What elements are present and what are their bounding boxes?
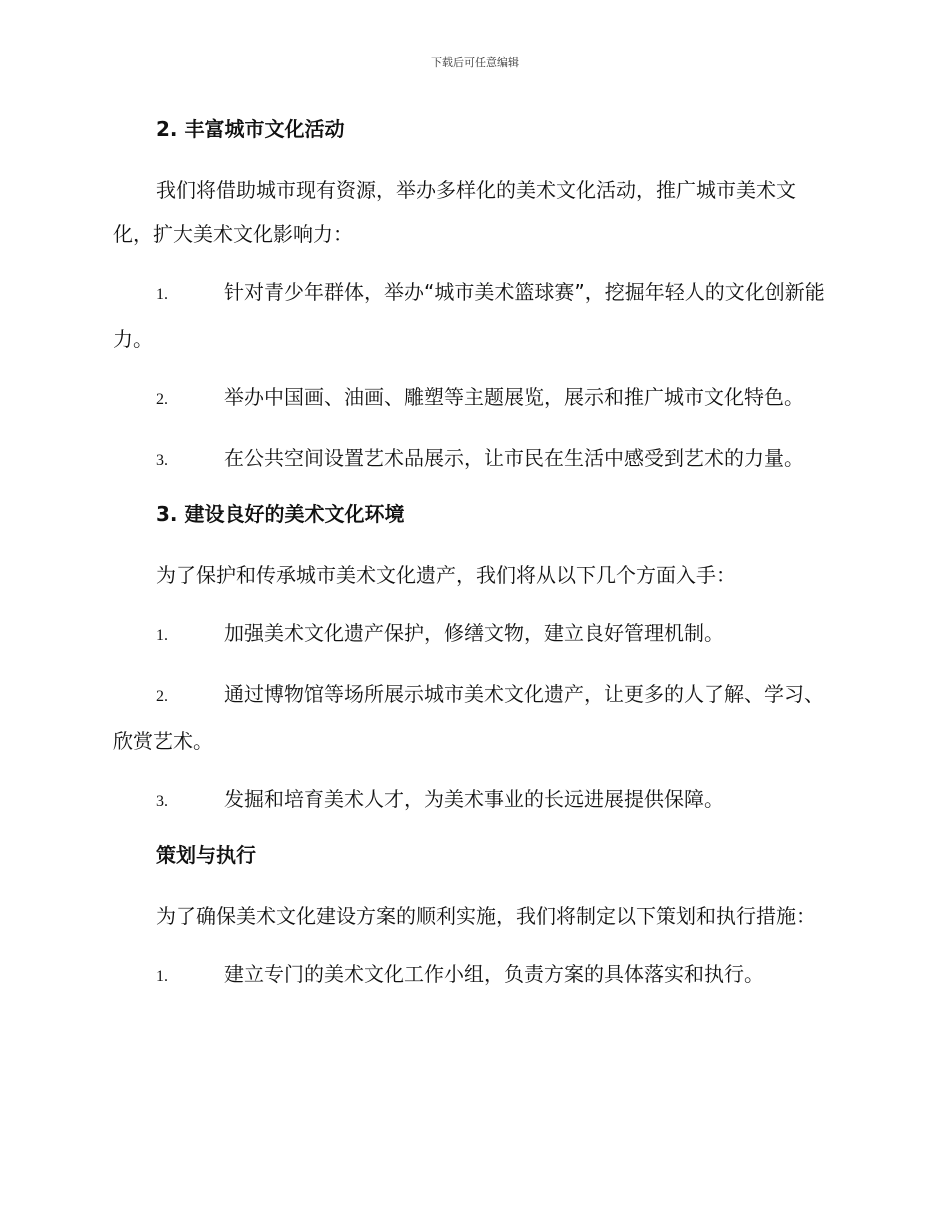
- list-item: [113, 270, 835, 361]
- list-text: 在公共空间设置艺术品展示，让市民在生活中感受到艺术的力量。: [224, 446, 804, 470]
- list-text: 针对青少年群体，举办“城市美术篮球赛”，挖掘年轻人的文化创新能力。: [113, 280, 825, 351]
- list-number: 2.: [156, 391, 168, 408]
- list-number: 3.: [156, 452, 168, 469]
- list-number: 3.: [156, 793, 168, 810]
- list-number: 2.: [156, 688, 168, 705]
- section-heading: 策划与执行: [156, 843, 256, 867]
- section-heading: 3. 建设良好的美术文化环境: [156, 502, 405, 526]
- list-number: 1.: [156, 286, 168, 303]
- list-text: 建立专门的美术文化工作小组，负责方案的具体落实和执行。: [224, 962, 764, 986]
- list-item: [113, 672, 835, 763]
- list-item: [113, 375, 835, 422]
- section-intro: 为了确保美术文化建设方案的顺利实施，我们将制定以下策划和执行措施：: [156, 904, 816, 928]
- list-text: 通过博物馆等场所展示城市美术文化遗产，让更多的人了解、学习、欣赏艺术。: [113, 682, 824, 753]
- list-item: [113, 777, 835, 824]
- list-text: 举办中国画、油画、雕塑等主题展览，展示和推广城市文化特色。: [224, 385, 804, 409]
- list-text: 加强美术文化遗产保护，修缮文物，建立良好管理机制。: [224, 621, 724, 645]
- document-body: [113, 112, 835, 1013]
- list-item: [113, 952, 835, 999]
- list-number: 1.: [156, 627, 168, 644]
- list-item: [113, 611, 835, 658]
- list-number: 1.: [156, 968, 168, 985]
- section-heading: 2. 丰富城市文化活动: [156, 117, 345, 141]
- page-header: 下载后可任意编辑: [431, 56, 519, 69]
- section-intro: 为了保护和传承城市美术文化遗产，我们将从以下几个方面入手：: [156, 563, 736, 587]
- list-item: [113, 436, 835, 483]
- list-text: 发掘和培育美术人才，为美术事业的长远进展提供保障。: [224, 787, 724, 811]
- section-intro: 我们将借助城市现有资源，举办多样化的美术文化活动，推广城市美术文化，扩大美术文化影响力：: [113, 178, 796, 246]
